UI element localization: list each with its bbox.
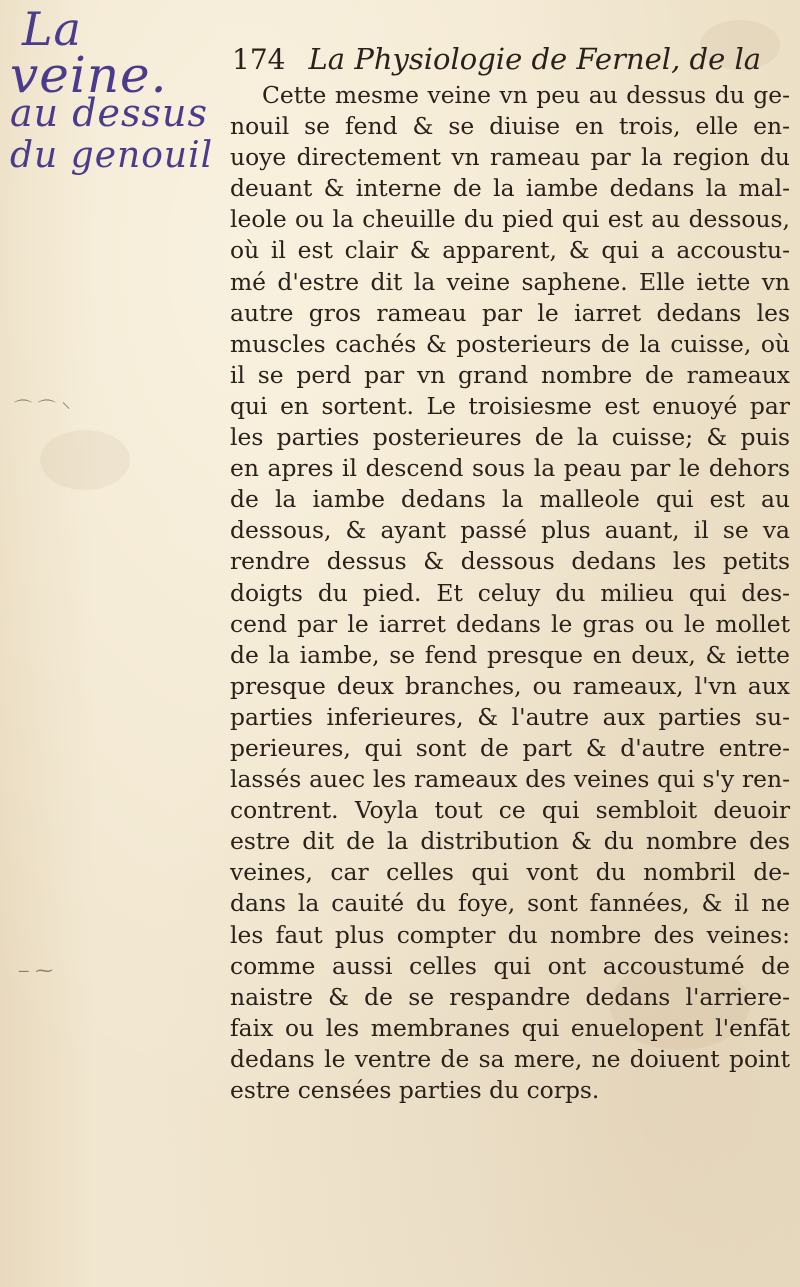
body-text <box>230 80 790 1106</box>
text-line: contrent. Voyla tout ce qui sembloit deuoir <box>230 796 790 825</box>
text-line: lassés auec les rameaux des veines qui s'y ren- <box>230 765 790 794</box>
paper-stain <box>40 430 130 490</box>
text-line: muscles cachés & posterieurs de la cuisse, où <box>230 329 790 358</box>
text-line: rendre dessus & dessous dedans les petits <box>230 547 790 576</box>
text-line: leole ou la cheuille du pied qui est au dessous, <box>230 205 790 234</box>
handwritten-margin-note <box>10 2 235 182</box>
margin-note-line: veine. <box>10 46 168 104</box>
running-title: La Physiologie de Fernel, de la <box>308 42 762 76</box>
text-line: uoye directement vn rameau par la region du <box>230 143 790 172</box>
margin-note-line: La <box>22 2 82 56</box>
text-line: les faut plus compter du nombre des veines: <box>230 920 790 949</box>
page-header <box>232 42 792 76</box>
text-line: nouil se fend & se diuise en trois, elle en- <box>230 112 790 141</box>
text-line: presque deux branches, ou rameaux, l'vn aux <box>230 671 790 700</box>
page-number: 174 <box>232 43 286 76</box>
text-line: les parties posterieures de la cuisse; & puis <box>230 423 790 452</box>
text-line: en apres il descend sous la peau par le dehors <box>230 454 790 483</box>
ink-smudge: ⌒ ⌒ ⸌ <box>14 399 71 420</box>
text-line: perieures, qui sont de part & d'autre entre- <box>230 733 790 762</box>
text-line: Cette mesme veine vn peu au dessus du ge- <box>262 81 790 109</box>
margin-note-line: du genouil <box>10 135 214 176</box>
text-line: doigts du pied. Et celuy du milieu qui des- <box>230 578 790 607</box>
text-line: qui en sortent. Le troisiesme est enuoyé par <box>230 391 790 420</box>
text-line: il se perd par vn grand nombre de rameaux <box>230 360 790 389</box>
text-line: de la iambe dedans la malleole qui est au <box>230 485 790 514</box>
text-line: naistre & de se respandre dedans l'arriere- <box>230 982 790 1011</box>
text-line: dans la cauité du foye, sont fannées, & il ne <box>230 889 790 918</box>
text-line: autre gros rameau par le iarret dedans les <box>230 298 790 327</box>
text-line: dedans le ventre de sa mere, ne doiuent point <box>230 1044 790 1073</box>
text-line: deuant & interne de la iambe dedans la mal- <box>230 174 790 203</box>
text-line: mé d'estre dit la veine saphene. Elle iette vn <box>230 267 790 296</box>
text-line: comme aussi celles qui ont accoustumé de <box>230 951 790 980</box>
text-line: parties inferieures, & l'autre aux parties su- <box>230 702 790 731</box>
ink-smudge: ‒ ⁓ <box>18 960 54 981</box>
text-line: où il est clair & apparent, & qui a accoustu- <box>230 236 790 265</box>
text-line: de la iambe, se fend presque en deux, & iette <box>230 640 790 669</box>
margin-note-line: au dessus <box>10 91 208 135</box>
text-line: veines, car celles qui vont du nombril de- <box>230 858 790 887</box>
text-line: faix ou les membranes qui enuelopent l'enfāt <box>230 1013 790 1042</box>
text-line: dessous, & ayant passé plus auant, il se va <box>230 516 790 545</box>
text-line: estre censées parties du corps. <box>230 1076 600 1104</box>
text-line: cend par le iarret dedans le gras ou le mollet <box>230 609 790 638</box>
text-line: estre dit de la distribution & du nombre des <box>230 827 790 856</box>
